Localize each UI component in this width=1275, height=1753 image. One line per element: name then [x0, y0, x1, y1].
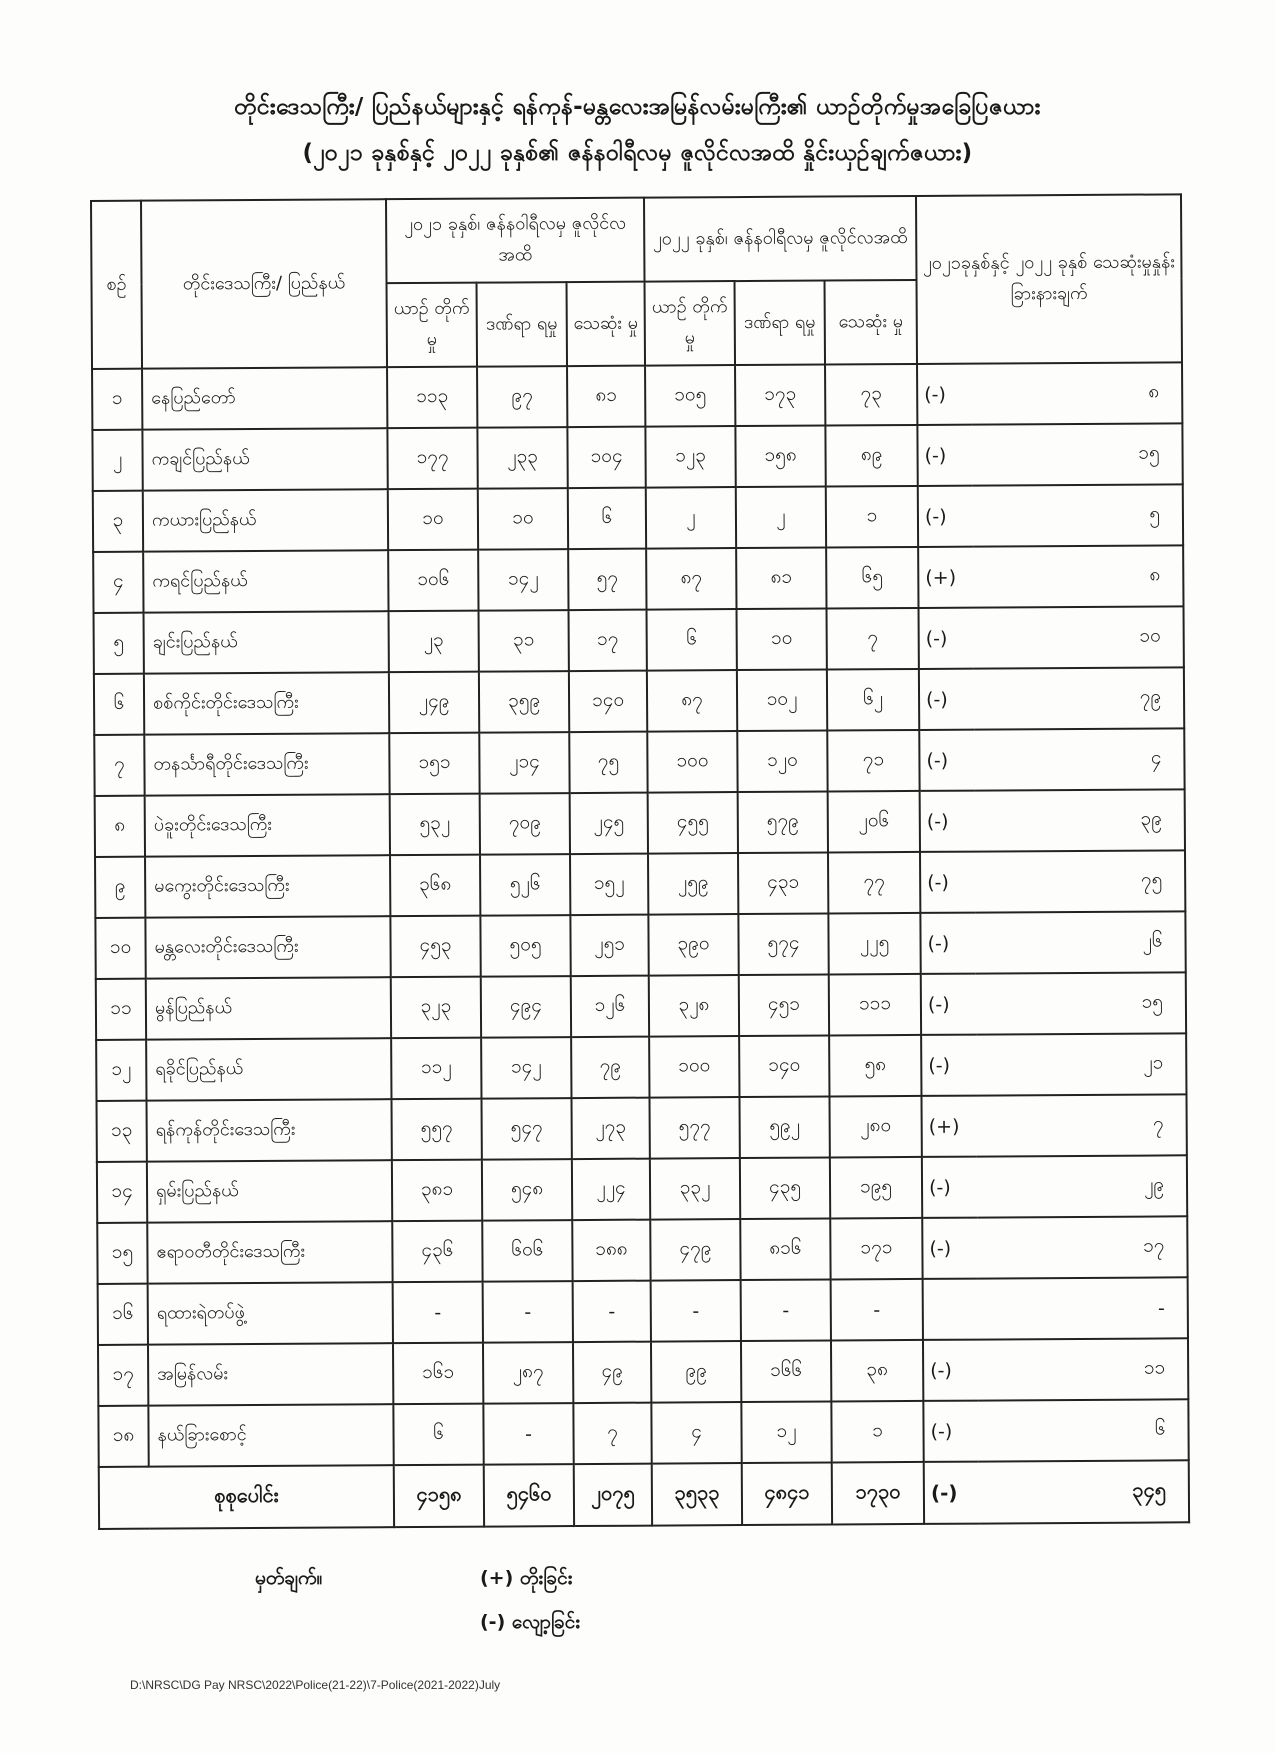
cell-sign: (+)	[922, 1096, 977, 1157]
cell-deaths-2021: ၁၂၆	[571, 976, 649, 1037]
cell-difference: -	[978, 1277, 1188, 1339]
cell-injured-2021: ၅၀၅	[480, 915, 570, 977]
cell-sn: ၁၀	[95, 918, 145, 979]
table-row	[97, 1216, 1187, 1284]
cell-accidents-2022: ၈၇	[647, 670, 737, 732]
cell-sign: (-)	[919, 669, 974, 730]
table-row	[94, 728, 1184, 796]
cell-accidents-2022: ၂	[646, 487, 736, 549]
cell-accidents-2022: ၅၇၇	[649, 1097, 739, 1159]
cell-sn: ၂	[92, 430, 142, 491]
cell-region: အမြန်လမ်း	[148, 1343, 393, 1405]
cell-sn: ၁၃	[97, 1101, 147, 1162]
cell-difference: ၁၅	[976, 972, 1186, 1034]
cell-deaths-2022: ၆၂	[827, 669, 919, 731]
cell-sn: ၅	[94, 613, 144, 674]
cell-deaths-2022: ၁၁၁	[829, 974, 921, 1036]
cell-sign: (-)	[917, 425, 972, 486]
cell-accidents-2021: ၂၃	[389, 611, 479, 673]
cell-injured-2022: ၁၀၂	[737, 670, 827, 732]
cell-difference: ၁၁	[978, 1338, 1188, 1400]
cell-region: ရခိုင်ပြည်နယ်	[146, 1038, 391, 1100]
cell-injured-2021: ၉၇	[477, 366, 567, 428]
cell-sn: ၄	[93, 552, 143, 613]
cell-deaths-2021: ၇၉	[571, 1037, 649, 1098]
cell-difference: ၅	[973, 484, 1183, 546]
cell-injured-2022: ၅၇၉	[738, 792, 828, 854]
cell-deaths-2021: ၂၄၅	[570, 793, 648, 854]
cell-deaths-2021: -	[573, 1281, 651, 1342]
cell-injured-2021: -	[483, 1281, 573, 1343]
cell-injured-2022: ၅၇၄	[738, 914, 828, 976]
cell-deaths-2022: ၁၇၁	[830, 1218, 922, 1280]
cell-difference: ၇၅	[975, 850, 1185, 912]
cell-accidents-2021: ၁၁၃	[387, 367, 477, 429]
total-injured-2022: ၄၈၄၁	[742, 1462, 832, 1525]
total-deaths-2022: ၁၇၃၀	[832, 1462, 924, 1525]
cell-sign: (-)	[917, 364, 972, 425]
cell-sn: ၃	[93, 491, 143, 552]
total-row	[99, 1460, 1189, 1529]
cell-injured-2021: ၃၅၉	[479, 671, 569, 733]
cell-accidents-2022: ၃၃၂	[650, 1158, 740, 1220]
cell-sign: (-)	[922, 1218, 977, 1279]
cell-difference: ၆	[978, 1399, 1188, 1461]
cell-deaths-2022: ၁	[831, 1401, 923, 1463]
table-row	[94, 667, 1184, 735]
cell-sign: (-)	[922, 1157, 977, 1218]
header-deaths-2021: သေဆုံး မှု	[567, 282, 646, 366]
cell-accidents-2022: ၁၀၀	[649, 1036, 739, 1098]
cell-sign: (-)	[919, 608, 974, 669]
cell-sn: ၁၅	[97, 1223, 147, 1284]
cell-difference: ၂၁	[976, 1033, 1186, 1095]
cell-sign: (-)	[923, 1340, 978, 1401]
cell-region: မွန်ပြည်နယ်	[146, 977, 391, 1039]
cell-accidents-2021: ၅၃၂	[390, 794, 480, 856]
cell-sign: (-)	[920, 791, 975, 852]
table-row	[94, 606, 1184, 674]
table-row	[98, 1338, 1188, 1406]
cell-region: ကယားပြည်နယ်	[143, 489, 388, 551]
cell-accidents-2021: ၄၃၆	[392, 1221, 482, 1283]
cell-accidents-2021: ၃၂၃	[391, 977, 481, 1039]
cell-difference: ၁၅	[972, 423, 1182, 485]
note-plus: (+) တိုးခြင်း	[480, 1567, 573, 1589]
cell-accidents-2021: ၁၀၆	[388, 550, 478, 612]
header-region: တိုင်းဒေသကြီး/ ပြည်နယ်	[141, 199, 387, 368]
header-difference: ၂၀၂၁ခုနှစ်နှင့် ၂၀၂၂ ခုနှစ် သေဆုံးမှုနှုန်း ခြားနားချက်	[916, 194, 1182, 364]
cell-injured-2022: ၄၅၁	[739, 975, 829, 1037]
table-row	[95, 789, 1185, 857]
cell-sign: (-)	[918, 486, 973, 547]
header-accidents-2021: ယာဉ် တိုက်မှု	[387, 283, 478, 368]
cell-deaths-2021: ၄၉	[573, 1342, 651, 1403]
cell-difference: ၁၇	[977, 1216, 1187, 1278]
cell-injured-2021: ၅၂၆	[480, 854, 570, 916]
cell-accidents-2021: ၅၅၇	[391, 1099, 481, 1161]
table-row	[98, 1399, 1188, 1467]
cell-accidents-2022: ၄၇၉	[650, 1219, 740, 1281]
document-title: တိုင်းဒေသကြီး/ ပြည်နယ်များနှင့် ရန်ကုန်-မန္တလေးအမြန်လမ်းမကြီး၏ ယာဉ်တိုက်မှုအခြေပြဇယား	[234, 94, 1041, 120]
cell-deaths-2022: ၂၂၅	[828, 913, 920, 975]
cell-injured-2021: ၁၄၂	[478, 549, 568, 611]
cell-accidents-2022: ၁၀၅	[645, 365, 735, 427]
cell-accidents-2022: -	[651, 1280, 741, 1342]
header-injured-2021: ဒဏ်ရာ ရမှု	[477, 282, 568, 367]
cell-deaths-2021: ၈၁	[567, 366, 645, 427]
cell-deaths-2022: ၂၈၀	[829, 1096, 921, 1158]
table-body	[92, 362, 1189, 1467]
cell-accidents-2021: ၁၁၂	[391, 1038, 481, 1100]
cell-difference: ၄	[974, 728, 1184, 790]
cell-deaths-2021: ၂၇၃	[571, 1098, 649, 1159]
header-group-2021: ၂၀၂၁ ခုနှစ်၊ ဇန်နဝါရီလမှ ဇူလိုင်လအထိ	[386, 198, 645, 284]
cell-deaths-2021: ၇	[573, 1403, 651, 1464]
cell-injured-2021: ၂၈၇	[483, 1342, 573, 1404]
cell-injured-2022: ၅၉၂	[739, 1096, 829, 1158]
cell-sn: ၁၄	[97, 1162, 147, 1223]
cell-accidents-2022: ၃၉၀	[648, 914, 738, 976]
header-sn: စဉ်	[91, 201, 142, 369]
total-sign: (-)	[924, 1462, 979, 1524]
cell-injured-2022: ၂	[736, 487, 826, 549]
cell-injured-2021: ၂၃၃	[477, 427, 567, 489]
cell-accidents-2022: ၆	[647, 609, 737, 671]
cell-injured-2022: ၁၂၀	[737, 731, 827, 793]
cell-accidents-2021: -	[393, 1282, 483, 1344]
cell-region: ချင်းပြည်နယ်	[144, 611, 389, 673]
cell-sn: ၁	[92, 369, 142, 430]
cell-sn: ၉	[95, 857, 145, 918]
total-injured-2021: ၅၄၆၀	[484, 1464, 574, 1527]
cell-deaths-2022: ၁	[826, 486, 918, 548]
cell-injured-2021: ၅၄၈	[482, 1159, 572, 1221]
cell-deaths-2022: ၇၃	[825, 364, 917, 426]
cell-deaths-2021: ၅၇	[568, 549, 646, 610]
total-difference: ၃၄၅	[979, 1460, 1189, 1523]
cell-injured-2022: -	[741, 1279, 831, 1341]
cell-region: မန္တလေးတိုင်းဒေသကြီး	[145, 916, 390, 978]
cell-region: ရထားရဲတပ်ဖွဲ့	[148, 1282, 393, 1344]
cell-accidents-2022: ၁၀၀	[647, 731, 737, 793]
table-row	[92, 423, 1182, 491]
cell-sign: (-)	[921, 974, 976, 1035]
total-accidents-2021: ၄၁၅၈	[394, 1465, 484, 1528]
cell-deaths-2022: ၇၁	[827, 730, 919, 792]
cell-sign: (-)	[919, 730, 974, 791]
cell-difference: ၂၉	[977, 1155, 1187, 1217]
cell-injured-2021: ၃၁	[479, 610, 569, 672]
table-row	[95, 850, 1185, 918]
table-row	[96, 972, 1186, 1040]
cell-region: ကချင်ပြည်နယ်	[142, 428, 387, 490]
table-row	[92, 362, 1182, 430]
note-label: မှတ်ချက်။	[255, 1567, 323, 1589]
header-injured-2022: ဒဏ်ရာ ရမှု	[735, 281, 826, 366]
cell-accidents-2022: ၃၂၈	[649, 975, 739, 1037]
cell-injured-2021: -	[483, 1403, 573, 1465]
cell-accidents-2022: ၂၅၉	[648, 853, 738, 915]
header-deaths-2022: သေဆုံး မှု	[825, 280, 918, 365]
note-minus: (-) လျော့ခြင်း	[480, 1611, 581, 1633]
cell-sign: (-)	[920, 913, 975, 974]
cell-deaths-2021: ၁၈၈	[572, 1220, 650, 1281]
cell-sn: ၇	[94, 735, 144, 796]
cell-difference: ၁၀	[974, 606, 1184, 668]
cell-deaths-2022: ၆၅	[826, 547, 918, 609]
table-row	[93, 545, 1183, 613]
cell-injured-2022: ၈၁	[736, 548, 826, 610]
cell-sn: ၁၁	[96, 979, 146, 1040]
cell-deaths-2022: -	[831, 1279, 923, 1341]
header-accidents-2022: ယာဉ် တိုက်မှု	[645, 281, 736, 366]
cell-sn: ၆	[94, 674, 144, 735]
cell-accidents-2022: ၄	[651, 1402, 741, 1464]
header-group-2022: ၂၀၂၂ ခုနှစ်၊ ဇန်နဝါရီလမှ ဇူလိုင်လအထိ	[644, 196, 917, 282]
cell-accidents-2022: ၈၇	[646, 548, 736, 610]
cell-accidents-2021: ၁၅၁	[389, 733, 479, 795]
cell-difference: ၇၉	[974, 667, 1184, 729]
cell-accidents-2021: ၆	[393, 1404, 483, 1466]
cell-difference: ၈	[973, 545, 1183, 607]
cell-sign: (-)	[921, 1035, 976, 1096]
cell-injured-2022: ၄၃၁	[738, 853, 828, 915]
cell-injured-2021: ၅၄၇	[481, 1098, 571, 1160]
total-accidents-2022: ၃၅၃၃	[652, 1463, 742, 1526]
table-row	[97, 1155, 1187, 1223]
cell-sn: ၈	[95, 796, 145, 857]
cell-deaths-2022: ၅၈	[829, 1035, 921, 1097]
file-path: D:\NRSC\DG Pay NRSC\2022\Police(21-22)\7-Police(2021-2022)July	[130, 1678, 501, 1692]
cell-deaths-2022: ၇၇	[828, 852, 920, 914]
cell-injured-2021: ၇၀၉	[480, 793, 570, 855]
cell-region: နယ်ခြားစောင့်	[148, 1404, 393, 1466]
cell-difference: ၇	[977, 1094, 1187, 1156]
cell-sn: ၁၆	[98, 1284, 148, 1345]
cell-accidents-2022: ၉၉	[651, 1341, 741, 1403]
cell-region: စစ်ကိုင်းတိုင်းဒေသကြီး	[144, 672, 389, 734]
cell-region: မကွေးတိုင်းဒေသကြီး	[145, 855, 390, 917]
table-row	[97, 1094, 1187, 1162]
cell-deaths-2022: ၇	[827, 608, 919, 670]
cell-deaths-2022: ၁၉၅	[830, 1157, 922, 1219]
cell-sn: ၁၇	[98, 1345, 148, 1406]
cell-deaths-2021: ၁၀၄	[567, 427, 645, 488]
cell-accidents-2021: ၂၄၉	[389, 672, 479, 734]
cell-region: တနင်္သာရီတိုင်းဒေသကြီး	[144, 733, 389, 795]
cell-deaths-2021: ၇၅	[569, 732, 647, 793]
cell-region: နေပြည်တော်	[142, 367, 387, 429]
cell-deaths-2021: ၁၄၀	[569, 671, 647, 732]
total-label: စုစုပေါင်း	[99, 1465, 394, 1529]
cell-injured-2022: ၁၆၆	[741, 1340, 831, 1402]
cell-deaths-2021: ၁၅၂	[570, 854, 648, 915]
table-row	[98, 1277, 1188, 1345]
cell-deaths-2022: ၃၈	[831, 1340, 923, 1402]
cell-deaths-2022: ၂၀၆	[828, 791, 920, 853]
table-row	[95, 911, 1185, 979]
table-row	[96, 1033, 1186, 1101]
cell-region: ရန်ကုန်တိုင်းဒေသကြီး	[147, 1099, 392, 1161]
cell-deaths-2021: ၂၂၄	[572, 1159, 650, 1220]
cell-sign: (-)	[920, 852, 975, 913]
cell-region: ဧရာဝတီတိုင်းဒေသကြီး	[147, 1221, 392, 1283]
cell-sign: (-)	[923, 1401, 978, 1462]
cell-injured-2022: ၁၀	[737, 609, 827, 671]
cell-injured-2021: ၆၀၆	[482, 1220, 572, 1282]
cell-accidents-2021: ၃၈၁	[392, 1160, 482, 1222]
cell-injured-2021: ၁၄၂	[481, 1037, 571, 1099]
cell-accidents-2021: ၃၆၈	[390, 855, 480, 917]
cell-accidents-2021: ၄၅၃	[390, 916, 480, 978]
cell-injured-2021: ၄၉၄	[481, 976, 571, 1038]
cell-accidents-2021: ၁၇၇	[387, 428, 477, 490]
cell-deaths-2022: ၈၉	[825, 425, 917, 487]
cell-injured-2022: ၁၇၃	[735, 365, 825, 427]
cell-difference: ၈	[972, 362, 1182, 424]
cell-injured-2022: ၁၂	[741, 1401, 831, 1463]
document-subtitle: (၂၀၂၁ ခုနှစ်နှင့် ၂၀၂၂ ခုနှစ်၏ ဇန်နဝါရီလမှ ဇူလိုင်လအထိ နှိုင်းယှဉ်ချက်ဇယား)	[302, 140, 973, 166]
cell-injured-2022: ၈၁၆	[740, 1218, 830, 1280]
cell-sn: ၁၈	[98, 1406, 148, 1467]
cell-injured-2021: ၂၁၄	[479, 732, 569, 794]
cell-deaths-2021: ၁၇	[569, 610, 647, 671]
cell-difference: ၃၉	[975, 789, 1185, 851]
cell-region: ပဲခူးတိုင်းဒေသကြီး	[145, 794, 390, 856]
cell-accidents-2021: ၁၀	[388, 489, 478, 551]
cell-accidents-2022: ၄၅၅	[648, 792, 738, 854]
table-row	[93, 484, 1183, 552]
cell-region: ရှမ်းပြည်နယ်	[147, 1160, 392, 1222]
cell-sign: (+)	[918, 547, 973, 608]
total-deaths-2021: ၂၀၇၅	[574, 1464, 652, 1526]
cell-injured-2021: ၁၀	[478, 488, 568, 550]
cell-injured-2022: ၁၅၈	[735, 426, 825, 488]
cell-deaths-2021: ၆	[568, 488, 646, 549]
cell-injured-2022: ၁၄၀	[739, 1036, 829, 1098]
cell-accidents-2022: ၁၂၃	[645, 426, 735, 488]
cell-difference: ၂၆	[975, 911, 1185, 973]
cell-injured-2022: ၄၃၅	[740, 1157, 830, 1219]
cell-region: ကရင်ပြည်နယ်	[143, 550, 388, 612]
cell-deaths-2021: ၂၅၁	[570, 915, 648, 976]
accident-table	[90, 193, 1190, 1530]
cell-sn: ၁၂	[96, 1040, 146, 1101]
cell-sign	[923, 1279, 978, 1340]
cell-accidents-2021: ၁၆၁	[393, 1343, 483, 1405]
